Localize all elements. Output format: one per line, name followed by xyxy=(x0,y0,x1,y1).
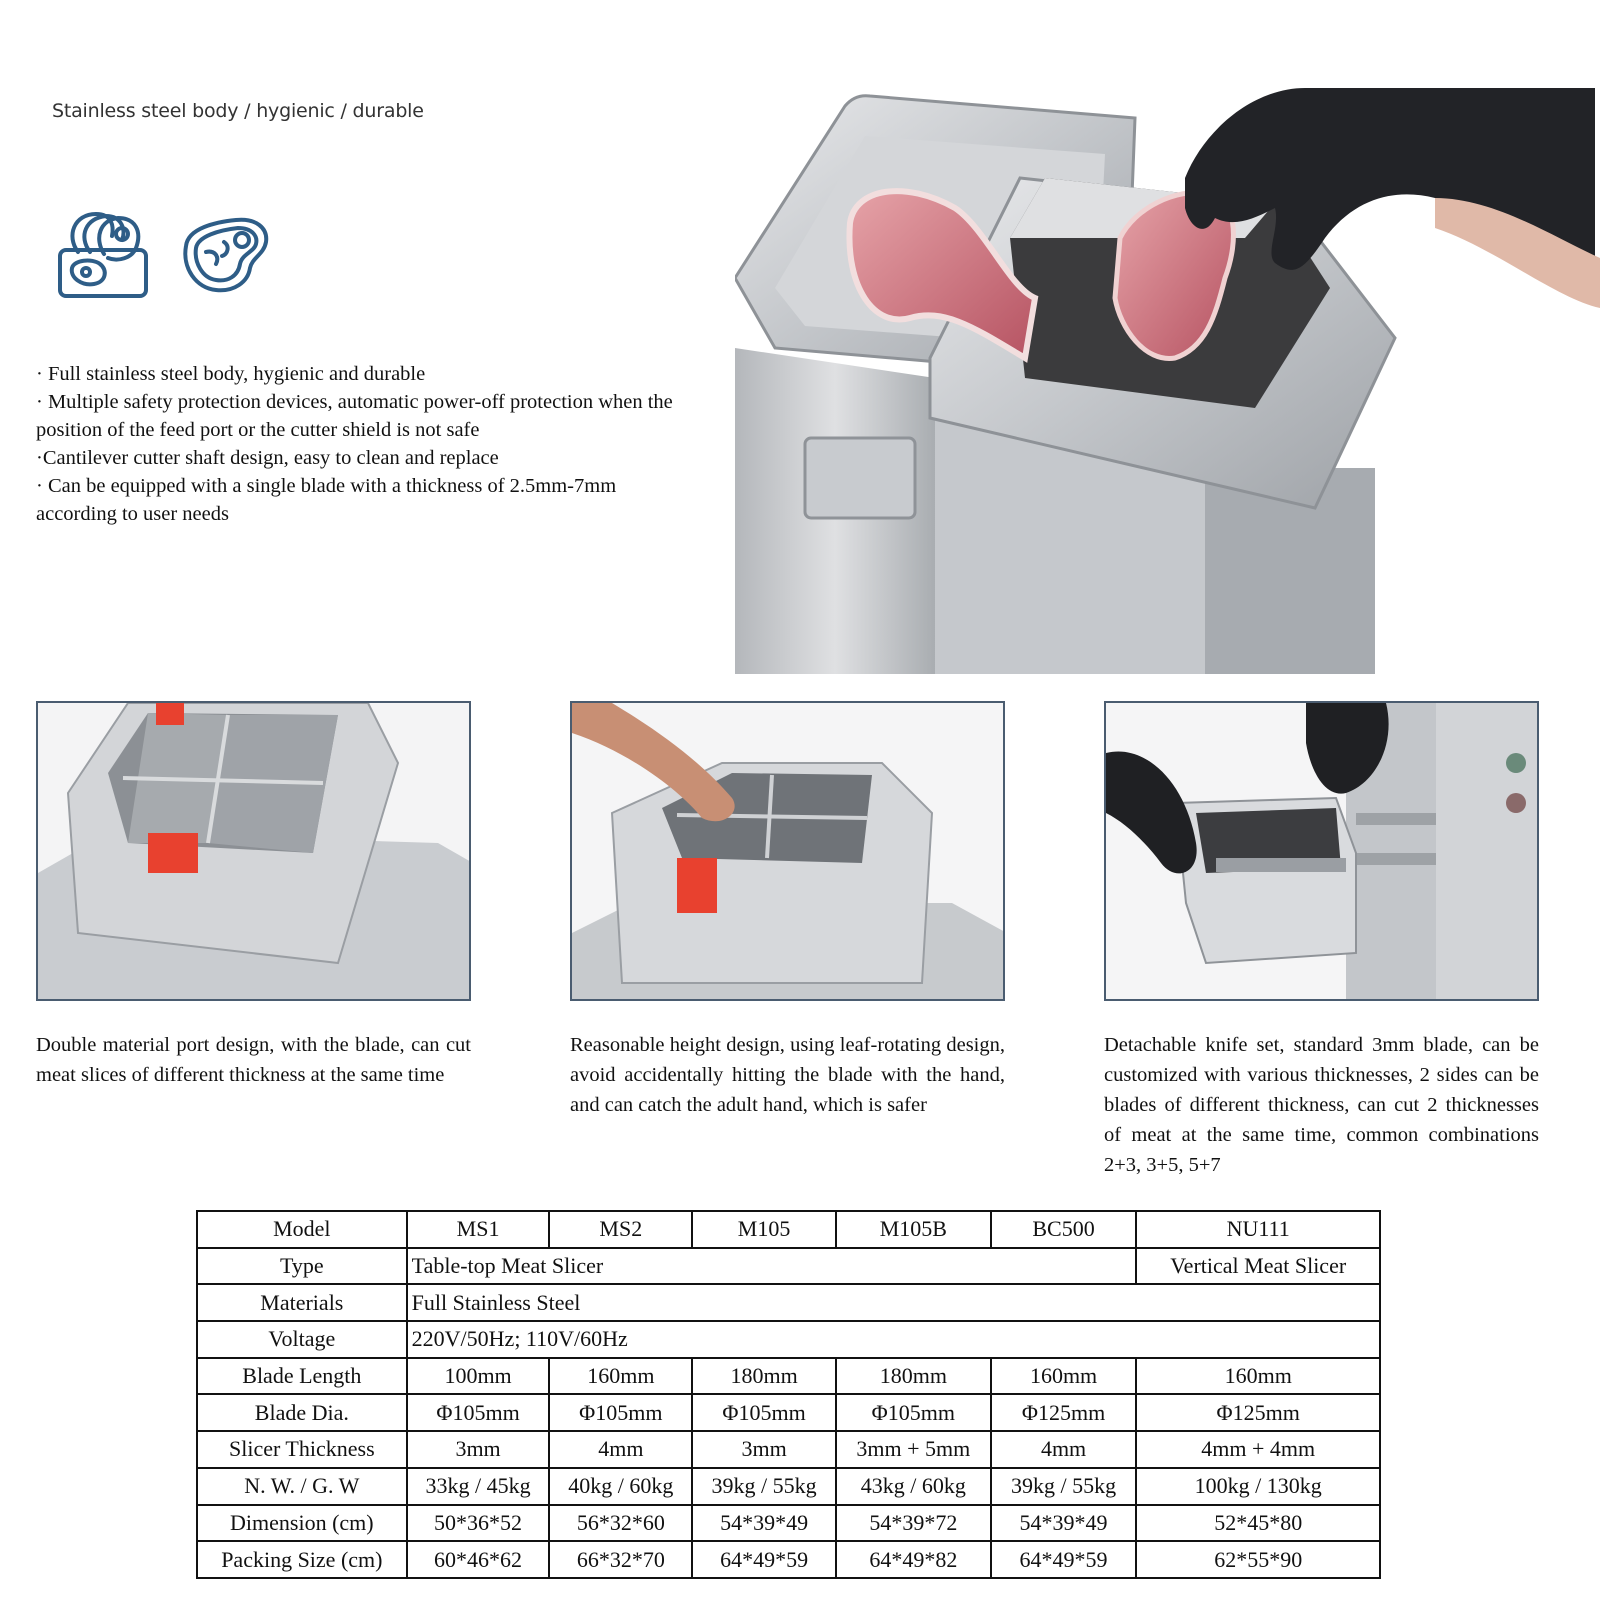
feature-item: · Multiple safety protection devices, automatic power-off protection when the position of the feed port or the cutter shield is not safe xyxy=(36,391,673,441)
table-cell: 54*39*49 xyxy=(692,1505,836,1542)
table-cell: 220V/50Hz; 110V/60Hz xyxy=(407,1321,1380,1358)
table-cell: 56*32*60 xyxy=(549,1505,692,1542)
table-row-label: Type xyxy=(197,1248,407,1285)
feature-item: ·Cantilever cutter shaft design, easy to clean and replace xyxy=(36,447,499,469)
table-header-cell: Model xyxy=(197,1211,407,1248)
table-cell: 3mm xyxy=(407,1431,550,1468)
caption-double-port: Double material port design, with the blade, can cut meat slices of different thickness at the same time xyxy=(36,1034,471,1086)
table-cell: Φ125mm xyxy=(1136,1394,1380,1431)
table-cell: 3mm xyxy=(692,1431,836,1468)
table-cell: 39kg / 55kg xyxy=(991,1468,1137,1505)
table-cell: 43kg / 60kg xyxy=(836,1468,991,1505)
table-cell: 4mm + 4mm xyxy=(1136,1431,1380,1468)
table-row-label: Voltage xyxy=(197,1321,407,1358)
caption-knife-set: Detachable knife set, standard 3mm blade, can be customized with various thicknesses, 2 sides can be blades of different thickness, can cut 2 thicknesses of meat at the same time, common combinations 2+3, 3+5, 5+7 xyxy=(1104,1034,1539,1176)
table-cell: Φ105mm xyxy=(407,1394,550,1431)
table-cell: 180mm xyxy=(836,1358,991,1395)
table-cell: 160mm xyxy=(991,1358,1137,1395)
table-header-cell: BC500 xyxy=(991,1211,1137,1248)
table-cell: 39kg / 55kg xyxy=(692,1468,836,1505)
table-cell: Φ105mm xyxy=(692,1394,836,1431)
table-cell: 100kg / 130kg xyxy=(1136,1468,1380,1505)
table-cell: 54*39*49 xyxy=(991,1505,1137,1542)
table-cell: 60*46*62 xyxy=(407,1541,550,1578)
table-cell: Full Stainless Steel xyxy=(407,1284,1380,1321)
table-row-label: Slicer Thickness xyxy=(197,1431,407,1468)
tagline: Stainless steel body / hygienic / durable xyxy=(52,100,424,122)
spec-table xyxy=(196,1210,1381,1579)
table-cell: 3mm + 5mm xyxy=(836,1431,991,1468)
table-cell: Vertical Meat Slicer xyxy=(1136,1248,1380,1285)
table-cell: 4mm xyxy=(991,1431,1137,1468)
meat-slices-icon xyxy=(56,206,152,302)
detail-image-knife-set xyxy=(1104,701,1539,1001)
table-row-type xyxy=(197,1248,1380,1285)
table-cell: 180mm xyxy=(692,1358,836,1395)
feature-item: · Can be equipped with a single blade with a thickness of 2.5mm-7mm according to user needs xyxy=(36,475,617,525)
table-cell: 62*55*90 xyxy=(1136,1541,1380,1578)
table-cell: 160mm xyxy=(549,1358,692,1395)
table-row-label: Blade Dia. xyxy=(197,1394,407,1431)
table-cell: 64*49*82 xyxy=(836,1541,991,1578)
table-cell: 4mm xyxy=(549,1431,692,1468)
table-cell: 160mm xyxy=(1136,1358,1380,1395)
table-row-label: Packing Size (cm) xyxy=(197,1541,407,1578)
table-cell: 40kg / 60kg xyxy=(549,1468,692,1505)
table-header-row xyxy=(197,1211,1380,1248)
table-row xyxy=(197,1431,1380,1468)
steak-icon xyxy=(176,206,272,302)
table-row-label: N. W. / G. W xyxy=(197,1468,407,1505)
table-cell: 64*49*59 xyxy=(991,1541,1137,1578)
table-row-label: Blade Length xyxy=(197,1358,407,1395)
table-row-materials xyxy=(197,1284,1380,1321)
table-row xyxy=(197,1541,1380,1578)
detail-image-safe-height xyxy=(570,701,1005,1001)
table-cell: 100mm xyxy=(407,1358,550,1395)
table-cell: 54*39*72 xyxy=(836,1505,991,1542)
caption-safe-height: Reasonable height design, using leaf-rotating design, avoid accidentally hitting the blade with the hand, and can catch the adult hand, which is safer xyxy=(570,1034,1005,1116)
table-row xyxy=(197,1358,1380,1395)
table-row-label: Materials xyxy=(197,1284,407,1321)
table-header-cell: M105B xyxy=(836,1211,991,1248)
table-cell: 64*49*59 xyxy=(692,1541,836,1578)
table-cell: 50*36*52 xyxy=(407,1505,550,1542)
table-header-cell: M105 xyxy=(692,1211,836,1248)
table-row xyxy=(197,1505,1380,1542)
table-row-voltage xyxy=(197,1321,1380,1358)
table-header-cell: MS1 xyxy=(407,1211,550,1248)
detail-image-double-port xyxy=(36,701,471,1001)
table-row-label: Dimension (cm) xyxy=(197,1505,407,1542)
table-cell: 66*32*70 xyxy=(549,1541,692,1578)
table-header-cell: MS2 xyxy=(549,1211,692,1248)
table-row xyxy=(197,1394,1380,1431)
table-row xyxy=(197,1468,1380,1505)
table-cell: Φ105mm xyxy=(836,1394,991,1431)
table-cell: 52*45*80 xyxy=(1136,1505,1380,1542)
feature-item: · Full stainless steel body, hygienic and durable xyxy=(36,363,426,385)
feature-list xyxy=(36,360,676,528)
table-cell: Φ105mm xyxy=(549,1394,692,1431)
table-header-cell: NU111 xyxy=(1136,1211,1380,1248)
table-cell: Φ125mm xyxy=(991,1394,1137,1431)
table-cell: 33kg / 45kg xyxy=(407,1468,550,1505)
hero-machine-image xyxy=(735,88,1600,674)
table-cell: Table-top Meat Slicer xyxy=(407,1248,1137,1285)
